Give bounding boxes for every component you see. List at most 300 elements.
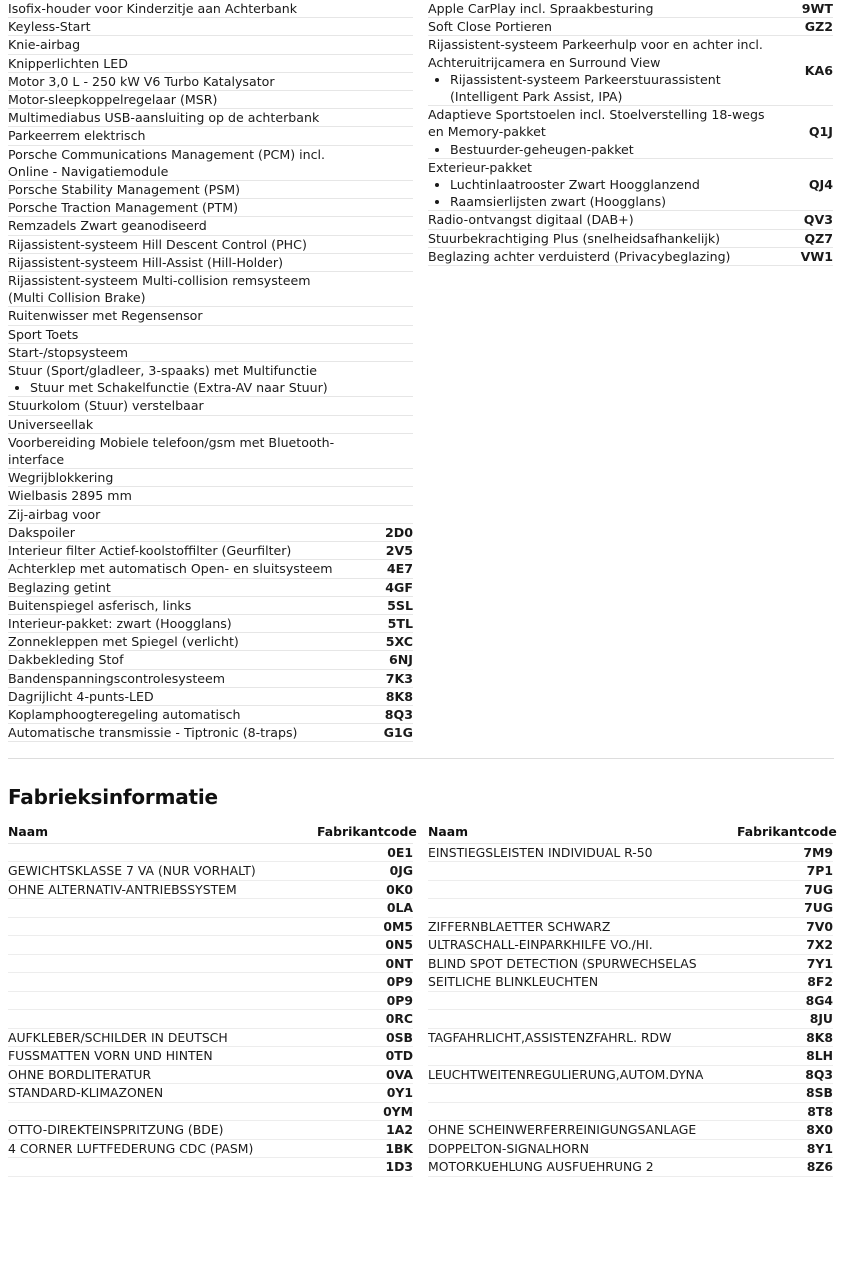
equipment-name: Beglazing getint [8, 579, 111, 595]
table-row [8, 109, 413, 127]
factory-code-cell: 0LA [317, 899, 413, 918]
table-row [8, 199, 413, 217]
list-item: • Raamsierlijsten zwart (Hoogglans) [450, 193, 769, 210]
equipment-name: Koplamphoogteregeling automatisch [8, 706, 241, 722]
equipment-left-column [8, 0, 413, 742]
factory-name-cell: BLIND SPOT DETECTION (SPURWECHSELAS [428, 954, 737, 973]
table-row [8, 1047, 413, 1066]
equipment-name-cell [8, 343, 355, 361]
equipment-code-cell: G1G [355, 724, 413, 742]
equipment-name: Soft Close Portieren [428, 19, 553, 35]
empty-value [428, 862, 432, 880]
equipment-sub-list [428, 176, 769, 210]
factory-name-cell [428, 899, 737, 918]
factory-name-cell [428, 862, 737, 881]
factory-code-cell: 7Y1 [737, 954, 833, 973]
equipment-name: Rijassistent-systeem Hill Descent Control (PHC) [8, 236, 307, 252]
equipment-name: Sport Toets [8, 326, 79, 342]
equipment-name-cell [8, 72, 355, 90]
factory-code-cell: 0RC [317, 1010, 413, 1029]
factory-name-cell [8, 991, 317, 1010]
table-row [8, 880, 413, 899]
column-header-code: Fabrikantcode [737, 823, 833, 843]
table-row [428, 1010, 833, 1029]
equipment-name-cell [8, 54, 355, 72]
table-row [8, 253, 413, 271]
factory-right-thead [428, 823, 837, 843]
table-row [428, 862, 833, 881]
table-row [8, 973, 413, 992]
factory-right-column [428, 823, 837, 1177]
table-row [8, 469, 413, 487]
table-row [8, 343, 413, 361]
equipment-name-cell [428, 211, 775, 229]
equipment-code-cell: 8Q3 [355, 705, 413, 723]
table-row [428, 1139, 833, 1158]
equipment-name: Ruitenwisser met Regensensor [8, 308, 203, 324]
equipment-code-cell [355, 181, 413, 199]
table-row [428, 247, 833, 265]
factory-left-table [8, 823, 417, 1177]
factory-name-cell: AUFKLEBER/SCHILDER IN DEUTSCH [8, 1028, 317, 1047]
equipment-name: Porsche Communications Management (PCM) incl. Online - Navigatiemodule [8, 146, 326, 179]
factory-name-cell [8, 1158, 317, 1177]
equipment-name: Porsche Traction Management (PTM) [8, 200, 238, 216]
equipment-name: Wegrijblokkering [8, 470, 114, 486]
factory-section [8, 823, 837, 1177]
equipment-name-cell [428, 247, 775, 265]
factory-name-cell: OHNE ALTERNATIV-ANTRIEBSSYSTEM [8, 880, 317, 899]
factory-name-cell [8, 954, 317, 973]
equipment-name-cell [8, 433, 355, 468]
equipment-name-cell [8, 542, 355, 560]
table-row [428, 18, 833, 36]
factory-code-cell: 0K0 [317, 880, 413, 899]
equipment-name-cell [428, 18, 775, 36]
table-row [428, 1028, 833, 1047]
table-row [8, 487, 413, 505]
equipment-code-cell: 5TL [355, 614, 413, 632]
table-row [428, 229, 833, 247]
table-row [8, 560, 413, 578]
table-row [428, 1065, 833, 1084]
factory-code-cell: 7M9 [737, 843, 833, 862]
equipment-name: Stuurbekrachtiging Plus (snelheidsafhankelijk) [428, 230, 721, 246]
table-row [8, 523, 413, 541]
table-header-row [428, 823, 833, 843]
equipment-code-cell [355, 487, 413, 505]
list-item: • Stuur met Schakelfunctie (Extra-AV naar Stuur) [30, 379, 349, 396]
table-row [8, 614, 413, 632]
table-row [428, 917, 833, 936]
equipment-left-table [8, 0, 413, 742]
equipment-code-cell: 5XC [355, 633, 413, 651]
factory-code-cell: 7UG [737, 899, 833, 918]
equipment-name: Dakspoiler [8, 524, 75, 540]
equipment-name-cell [428, 0, 775, 18]
factory-name-cell [428, 1047, 737, 1066]
equipment-name: Beglazing achter verduisterd (Privacybeglazing) [428, 248, 731, 264]
equipment-code-cell: Q1J [775, 106, 833, 159]
equipment-name-cell [8, 523, 355, 541]
factory-code-cell: 8Q3 [737, 1065, 833, 1084]
equipment-name-cell [8, 651, 355, 669]
table-row [8, 505, 413, 523]
table-row [8, 936, 413, 955]
equipment-name-cell [8, 36, 355, 54]
equipment-name: Isofix-houder voor Kinderzitje aan Achterbank [8, 1, 298, 16]
factory-name-cell: OTTO-DIREKTEINSPRITZUNG (BDE) [8, 1121, 317, 1140]
table-row [8, 596, 413, 614]
equipment-name-cell [428, 158, 775, 211]
equipment-name: Knie-airbag [8, 37, 81, 53]
equipment-name: Zonnekleppen met Spiegel (verlicht) [8, 634, 239, 650]
equipment-code-cell [355, 18, 413, 36]
equipment-name: Start-/stopsysteem [8, 344, 129, 360]
table-row [8, 1084, 413, 1103]
factory-code-cell: 1D3 [317, 1158, 413, 1177]
factory-code-cell: 0NT [317, 954, 413, 973]
table-row [428, 36, 833, 106]
equipment-code-cell: 7K3 [355, 669, 413, 687]
equipment-name: Voorbereiding Mobiele telefoon/gsm met Bluetooth-interface [8, 434, 335, 468]
equipment-sub-list [428, 141, 769, 158]
table-row [8, 1121, 413, 1140]
table-row [8, 307, 413, 325]
equipment-name: Exterieur-pakket [428, 159, 532, 175]
equipment-name: Wielbasis 2895 mm [8, 488, 132, 504]
equipment-name-cell [8, 0, 355, 18]
equipment-name-cell [8, 633, 355, 651]
table-row [8, 217, 413, 235]
table-row [428, 158, 833, 211]
equipment-code-cell: QZ7 [775, 229, 833, 247]
empty-value [8, 955, 12, 973]
equipment-name: Apple CarPlay incl. Spraakbesturing [428, 1, 654, 16]
equipment-name: Motor-sleepkoppelregelaar (MSR) [8, 92, 218, 108]
equipment-code-cell [355, 109, 413, 127]
table-row [428, 1084, 833, 1103]
table-row [8, 651, 413, 669]
equipment-name-cell [8, 199, 355, 217]
equipment-name: Universeellak [8, 416, 94, 432]
equipment-code-cell [355, 307, 413, 325]
list-item: • Luchtinlaatrooster Zwart Hoogglanzend [450, 176, 769, 193]
equipment-code-cell [355, 415, 413, 433]
equipment-name: Radio-ontvangst digitaal (DAB+) [428, 212, 634, 228]
equipment-name-cell [8, 109, 355, 127]
equipment-name-cell [8, 724, 355, 742]
factory-left-thead [8, 823, 417, 843]
equipment-code-cell [355, 91, 413, 109]
equipment-name: Remzadels Zwart geanodiseerd [8, 218, 207, 234]
equipment-code-cell [355, 127, 413, 145]
equipment-code-cell: VW1 [775, 247, 833, 265]
equipment-name-cell [8, 415, 355, 433]
table-row [428, 899, 833, 918]
table-row [8, 687, 413, 705]
factory-code-cell: 0P9 [317, 973, 413, 992]
table-row [8, 633, 413, 651]
equipment-code-cell [355, 217, 413, 235]
equipment-name-cell [8, 253, 355, 271]
equipment-name: Adaptieve Sportstoelen incl. Stoelverstelling 18-wegs en Memory-pakket [428, 107, 765, 140]
equipment-code-cell: 9WT [775, 0, 833, 18]
table-row [8, 899, 413, 918]
equipment-code-cell: 2V5 [355, 542, 413, 560]
table-row [8, 954, 413, 973]
table-row [428, 973, 833, 992]
empty-value [8, 899, 12, 917]
table-row [8, 36, 413, 54]
table-row [428, 1047, 833, 1066]
equipment-name: Parkeerrem elektrisch [8, 128, 146, 144]
equipment-code-cell [355, 145, 413, 180]
empty-value [8, 992, 12, 1010]
equipment-name-cell [8, 397, 355, 415]
equipment-name: Buitenspiegel asferisch, links [8, 597, 192, 613]
equipment-section [8, 0, 834, 742]
equipment-name: Rijassistent-systeem Hill-Assist (Hill-Holder) [8, 254, 283, 270]
factory-name-cell: 4 CORNER LUFTFEDERUNG CDC (PASM) [8, 1139, 317, 1158]
equipment-name: Stuurkolom (Stuur) verstelbaar [8, 398, 204, 414]
table-row [8, 235, 413, 253]
factory-name-cell [428, 880, 737, 899]
table-row [8, 1065, 413, 1084]
empty-value [8, 936, 12, 954]
empty-value [428, 1103, 432, 1121]
equipment-right-column [428, 0, 833, 266]
section-divider [8, 758, 834, 759]
equipment-name: Motor 3,0 L - 250 kW V6 Turbo Katalysator [8, 73, 275, 89]
table-row [8, 54, 413, 72]
table-row [8, 433, 413, 468]
equipment-code-cell: 8K8 [355, 687, 413, 705]
factory-right-table [428, 823, 837, 1177]
equipment-sub-list [428, 71, 769, 105]
table-row [8, 397, 413, 415]
equipment-name: Porsche Stability Management (PSM) [8, 182, 241, 198]
table-row [428, 1121, 833, 1140]
equipment-name-cell [8, 687, 355, 705]
equipment-code-cell [355, 469, 413, 487]
equipment-name: Interieur filter Actief-koolstoffilter (Geurfilter) [8, 543, 292, 559]
factory-name-cell: STANDARD-KLIMAZONEN [8, 1084, 317, 1103]
equipment-name-cell [8, 505, 355, 523]
table-row [8, 18, 413, 36]
empty-value [8, 1010, 12, 1028]
factory-code-cell: 8Y1 [737, 1139, 833, 1158]
equipment-name: Rijassistent-systeem Multi-collision remsysteem (Multi Collision Brake) [8, 273, 311, 306]
equipment-name: Knipperlichten LED [8, 55, 128, 71]
factory-code-cell: 8JU [737, 1010, 833, 1029]
factory-code-cell: 0VA [317, 1065, 413, 1084]
equipment-name: Rijassistent-systeem Parkeerhulp voor en achter incl. Achteruitrijcamera en Surround View [428, 37, 763, 70]
factory-code-cell: 8X0 [737, 1121, 833, 1140]
empty-value [428, 1084, 432, 1102]
equipment-name-cell [8, 596, 355, 614]
equipment-name-cell [8, 145, 355, 180]
table-row [8, 91, 413, 109]
empty-value [428, 1047, 432, 1065]
equipment-code-cell [355, 199, 413, 217]
equipment-code-cell: QJ4 [775, 158, 833, 211]
factory-section-title: Fabrieksinformatie [8, 785, 218, 810]
factory-name-cell [428, 991, 737, 1010]
table-row [8, 1028, 413, 1047]
equipment-code-cell [355, 272, 413, 307]
factory-name-cell: LEUCHTWEITENREGULIERUNG,AUTOM.DYNA [428, 1065, 737, 1084]
factory-code-cell: 8Z6 [737, 1158, 833, 1177]
factory-code-cell: 8LH [737, 1047, 833, 1066]
equipment-name-cell [8, 469, 355, 487]
table-row [8, 917, 413, 936]
table-row [8, 724, 413, 742]
factory-code-cell: 1BK [317, 1139, 413, 1158]
list-item: • Rijassistent-systeem Parkeerstuurassistent (Intelligent Park Assist, IPA) [450, 71, 769, 105]
factory-code-cell: 1A2 [317, 1121, 413, 1140]
empty-value [428, 899, 432, 917]
equipment-code-cell [355, 325, 413, 343]
table-row [8, 1010, 413, 1029]
factory-name-cell: OHNE SCHEINWERFERREINIGUNGSANLAGE [428, 1121, 737, 1140]
equipment-name-cell [8, 307, 355, 325]
equipment-name: Multimediabus USB-aansluiting op de achterbank [8, 110, 320, 126]
factory-name-cell [8, 1102, 317, 1121]
equipment-name-cell [428, 229, 775, 247]
factory-code-cell: 0TD [317, 1047, 413, 1066]
table-row [8, 578, 413, 596]
table-row [8, 1158, 413, 1177]
table-row [428, 954, 833, 973]
factory-name-cell: FUSSMATTEN VORN UND HINTEN [8, 1047, 317, 1066]
factory-name-cell [428, 1084, 737, 1103]
factory-name-cell [8, 917, 317, 936]
equipment-code-cell: QV3 [775, 211, 833, 229]
equipment-name: Bandenspanningscontrolesysteem [8, 670, 226, 686]
table-row [8, 415, 413, 433]
table-row [8, 362, 413, 397]
factory-code-cell: 0E1 [317, 843, 413, 862]
table-row [8, 181, 413, 199]
equipment-code-cell [355, 0, 413, 18]
list-item: • Bestuurder-geheugen-pakket [450, 141, 769, 158]
table-row [428, 991, 833, 1010]
empty-value [428, 992, 432, 1010]
equipment-code-cell [355, 253, 413, 271]
equipment-name-cell [8, 487, 355, 505]
empty-value [8, 918, 12, 936]
equipment-name-cell [8, 127, 355, 145]
empty-value [428, 1010, 432, 1028]
equipment-code-cell [355, 235, 413, 253]
column-header-name: Naam [8, 823, 317, 843]
equipment-code-cell: 6NJ [355, 651, 413, 669]
table-header-row [8, 823, 413, 843]
table-row [8, 843, 413, 862]
factory-code-cell: 7UG [737, 880, 833, 899]
equipment-name-cell [8, 325, 355, 343]
table-row [8, 1102, 413, 1121]
table-row [8, 542, 413, 560]
factory-code-cell: 0N5 [317, 936, 413, 955]
table-row [8, 127, 413, 145]
factory-name-cell: ULTRASCHALL-EINPARKHILFE VO./HI. [428, 936, 737, 955]
factory-code-cell: 8F2 [737, 973, 833, 992]
equipment-name-cell [428, 36, 775, 106]
factory-name-cell: SEITLICHE BLINKLEUCHTEN [428, 973, 737, 992]
factory-code-cell: 7X2 [737, 936, 833, 955]
factory-name-cell: EINSTIEGSLEISTEN INDIVIDUAL R-50 [428, 843, 737, 862]
factory-name-cell: DOPPELTON-SIGNALHORN [428, 1139, 737, 1158]
table-row [8, 991, 413, 1010]
equipment-code-cell [355, 72, 413, 90]
table-row [8, 0, 413, 18]
factory-code-cell: 7V0 [737, 917, 833, 936]
equipment-name-cell [8, 91, 355, 109]
table-row [428, 0, 833, 18]
equipment-name-cell [8, 181, 355, 199]
equipment-code-cell [355, 54, 413, 72]
table-row [8, 1139, 413, 1158]
equipment-code-cell [355, 505, 413, 523]
factory-name-cell [428, 1102, 737, 1121]
equipment-code-cell [355, 433, 413, 468]
table-row [8, 72, 413, 90]
factory-code-cell: 0JG [317, 862, 413, 881]
factory-name-cell [8, 899, 317, 918]
empty-value [8, 1103, 12, 1121]
empty-value [428, 881, 432, 899]
factory-name-cell [428, 1010, 737, 1029]
equipment-name: Interieur-pakket: zwart (Hoogglans) [8, 615, 232, 631]
equipment-name-cell [8, 705, 355, 723]
equipment-name-cell [428, 106, 775, 159]
factory-code-cell: 8SB [737, 1084, 833, 1103]
factory-name-cell: TAGFAHRLICHT,ASSISTENZFAHRL. RDW [428, 1028, 737, 1047]
equipment-code-cell [355, 36, 413, 54]
table-row [428, 936, 833, 955]
factory-code-cell: 0YM [317, 1102, 413, 1121]
factory-code-cell: 0Y1 [317, 1084, 413, 1103]
factory-name-cell: GEWICHTSKLASSE 7 VA (NUR VORHALT) [8, 862, 317, 881]
column-header-code: Fabrikantcode [317, 823, 413, 843]
table-row [8, 272, 413, 307]
factory-code-cell: 8K8 [737, 1028, 833, 1047]
factory-left-column [8, 823, 417, 1177]
equipment-name-cell [8, 362, 355, 397]
empty-value [8, 973, 12, 991]
table-row [428, 1158, 833, 1177]
equipment-code-cell: 2D0 [355, 523, 413, 541]
equipment-name: Dakbekleding Stof [8, 652, 124, 668]
equipment-code-cell: 5SL [355, 596, 413, 614]
factory-code-cell: 7P1 [737, 862, 833, 881]
equipment-code-cell [355, 397, 413, 415]
table-row [8, 669, 413, 687]
table-row [428, 211, 833, 229]
equipment-name-cell [8, 272, 355, 307]
table-row [428, 1102, 833, 1121]
equipment-sub-list [8, 379, 349, 396]
equipment-name-cell [8, 578, 355, 596]
factory-name-cell [8, 1010, 317, 1029]
equipment-name: Achterklep met automatisch Open- en sluitsysteem [8, 561, 333, 577]
factory-name-cell [8, 936, 317, 955]
equipment-code-cell: GZ2 [775, 18, 833, 36]
equipment-name: Automatische transmissie - Tiptronic (8-traps) [8, 725, 298, 741]
table-row [8, 705, 413, 723]
